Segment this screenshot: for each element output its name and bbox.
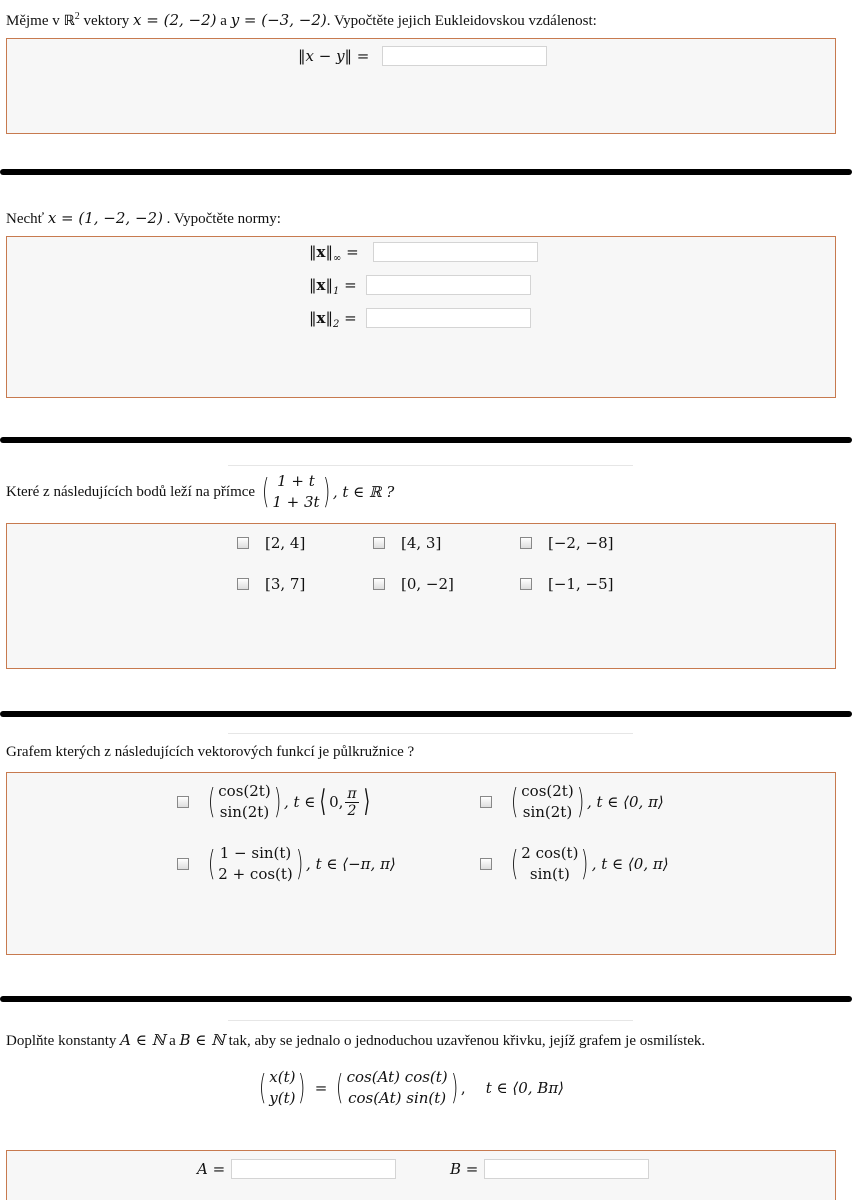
curve-formula: ( x(t) y(t) ) = ( cos(At) cos(t) cos(At) sin(t) ) , t ∈ ⟨0, Bπ⟩ xyxy=(258,1068,565,1108)
option-point-4[interactable]: [3, 7] xyxy=(237,575,305,593)
divider-line xyxy=(228,465,633,466)
option-point-5[interactable]: [0, −2] xyxy=(373,575,454,593)
norm-2-input[interactable] xyxy=(366,308,531,328)
checkbox[interactable] xyxy=(480,796,492,808)
question-1-text: Mějme v ℝ$^2$ vektory x = (2, −2) a y = (−3, −2). Vypočtěte jejich Eukleidovskou vzdálenost: xyxy=(6,11,597,29)
answer-box-1 xyxy=(6,38,836,134)
checkbox[interactable] xyxy=(373,537,385,549)
B-input[interactable] xyxy=(484,1159,649,1179)
norm-2-label: $‖x‖_2$ = xyxy=(309,309,357,330)
answer-box-3 xyxy=(6,523,836,669)
option-function-3[interactable]: ( 1 − sin(t) 2 + cos(t) ) , t ∈ ⟨−π, π⟩ xyxy=(177,841,396,887)
divider-line xyxy=(228,733,633,734)
vector-x-definition: x = (1, −2, −2) xyxy=(47,209,163,227)
separator xyxy=(0,711,852,717)
checkbox[interactable] xyxy=(373,578,385,590)
norm-infinity-input[interactable] xyxy=(373,242,538,262)
question-2-text: Nechť x = (1, −2, −2) . Vypočtěte normy: xyxy=(6,209,281,227)
A-input[interactable] xyxy=(231,1159,396,1179)
norm-infinity-label: $‖x‖_\infty$ = xyxy=(309,243,359,264)
option-point-1[interactable]: [2, 4] xyxy=(237,534,305,552)
distance-formula: ‖x − y‖ = xyxy=(298,47,370,65)
checkbox[interactable] xyxy=(177,858,189,870)
distance-input[interactable] xyxy=(382,46,547,66)
norm-1-input[interactable] xyxy=(366,275,531,295)
option-point-3[interactable]: [−2, −8] xyxy=(520,534,613,552)
option-function-2[interactable]: ( cos(2t) sin(2t) ) , t ∈ ⟨0, π⟩ xyxy=(480,779,664,825)
separator xyxy=(0,169,852,175)
checkbox[interactable] xyxy=(480,858,492,870)
question-3-text: Které z následujících bodů leží na přímce ( 1 + t 1 + 3t ) , t ∈ ℝ ? xyxy=(6,472,395,512)
separator xyxy=(0,996,852,1002)
separator xyxy=(0,437,852,443)
question-5-text: Doplňte konstanty A ∈ ℕ a B ∈ ℕ tak, aby se jednalo o jednoduchou uzavřenou křivku, jejíž grafem je osmilístek. xyxy=(6,1031,706,1049)
A-label: A = xyxy=(197,1160,226,1178)
divider-line xyxy=(228,1020,633,1021)
answer-box-2 xyxy=(6,236,836,398)
norm-1-label: $‖x‖_1$ = xyxy=(309,276,357,297)
option-point-6[interactable]: [−1, −5] xyxy=(520,575,613,593)
checkbox[interactable] xyxy=(520,537,532,549)
B-label: B = xyxy=(450,1160,479,1178)
vector-y-definition: y = (−3, −2) xyxy=(230,11,327,29)
answer-box-4 xyxy=(6,772,836,955)
checkbox[interactable] xyxy=(237,578,249,590)
vector-x-definition: x = (2, −2) xyxy=(133,11,217,29)
answer-box-5 xyxy=(6,1150,836,1200)
checkbox[interactable] xyxy=(520,578,532,590)
checkbox[interactable] xyxy=(177,796,189,808)
option-point-2[interactable]: [4, 3] xyxy=(373,534,441,552)
question-4-text: Grafem kterých z následujících vektorových funkcí je půlkružnice ? xyxy=(6,744,415,760)
option-function-4[interactable]: ( 2 cos(t) sin(t) ) , t ∈ ⟨0, π⟩ xyxy=(480,841,669,887)
option-function-1[interactable]: ( cos(2t) sin(2t) ) , t ∈ ⟨ 0, $\frac{\pi}{2}$ ⟩ xyxy=(177,779,372,825)
checkbox[interactable] xyxy=(237,537,249,549)
